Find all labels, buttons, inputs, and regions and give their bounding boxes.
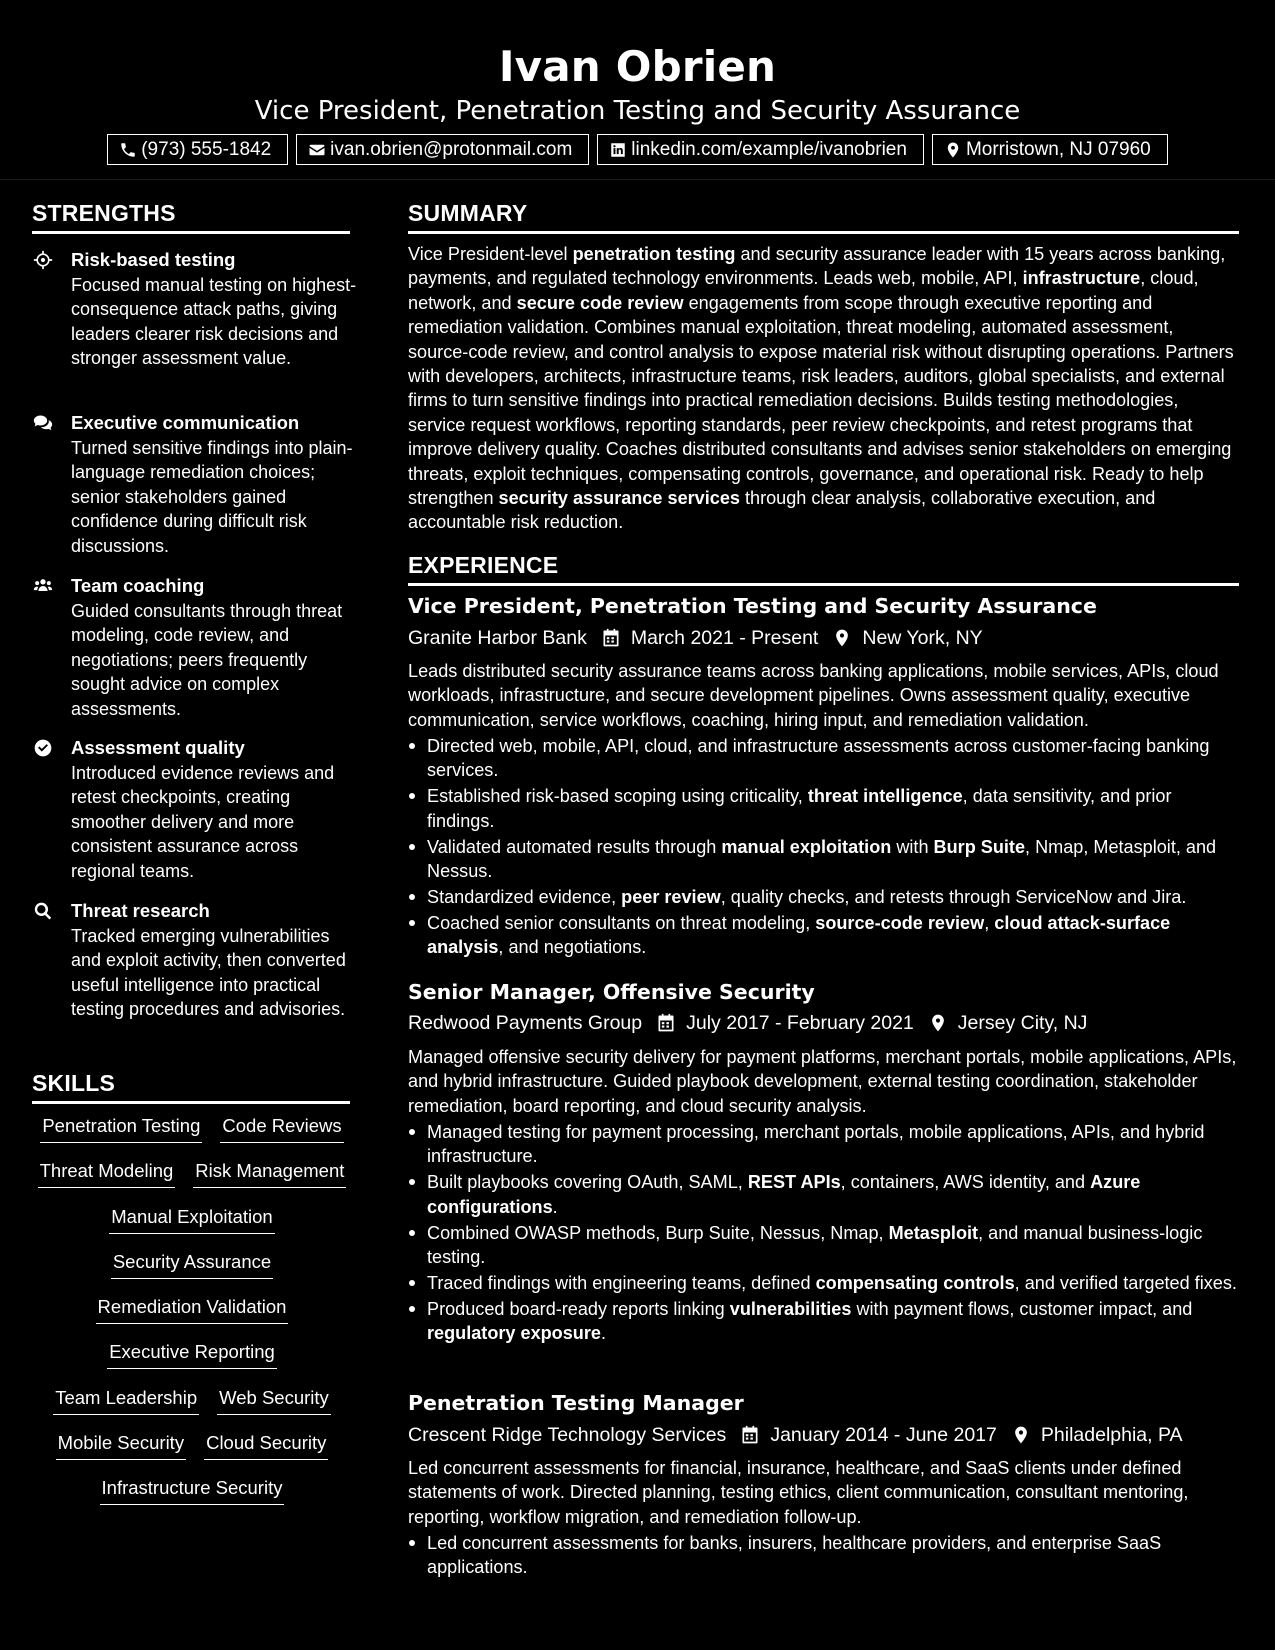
text-run: Standardized evidence,	[427, 886, 622, 907]
bullet-item	[408, 784, 1238, 833]
experience-rule	[408, 583, 1239, 586]
job-title: Senior Manager, Offensive Security	[408, 980, 815, 1004]
text-run: Built playbooks covering OAuth, SAML,	[427, 1172, 748, 1193]
job-bullets	[408, 734, 1238, 961]
skill-tag: Penetration Testing	[40, 1114, 202, 1143]
job-meta	[408, 1422, 1183, 1448]
job-dates: March 2021 - Present	[630, 627, 819, 649]
skill-tag: Risk Management	[193, 1159, 346, 1188]
map-pin-icon	[944, 141, 962, 159]
strength-desc: Tracked emerging vulnerabilities and exploit activity, then converted useful intelligence into practical testing procedures and advisories.	[71, 926, 346, 1020]
text-run: Coached senior consultants on threat modeling,	[427, 912, 816, 933]
job-location: Philadelphia, PA	[1040, 1424, 1183, 1446]
strength-desc: Introduced evidence reviews and retest checkpoints, creating smoother delivery and more consistent assurance across regional teams.	[71, 763, 335, 881]
strength-title: Risk-based testing	[71, 249, 236, 270]
skill-row	[32, 1431, 352, 1476]
text-run: , data sensitivity, and prior findings.	[427, 786, 1172, 831]
summary-text	[408, 242, 1238, 535]
text-run: with payment flows, customer impact, and	[851, 1298, 1193, 1319]
skill-row	[32, 1114, 352, 1159]
strength-title: Team coaching	[71, 575, 205, 596]
emphasis-text: Azure configurations	[427, 1172, 1141, 1217]
job-dates: January 2014 - June 2017	[770, 1424, 997, 1446]
resume-header	[0, 0, 1275, 180]
contact-bar	[0, 134, 1275, 165]
emphasis-text: Metasploit	[888, 1222, 979, 1243]
skill-tag: Remediation Validation	[96, 1295, 289, 1324]
skill-row	[32, 1340, 352, 1385]
bullet-item	[408, 1531, 1238, 1580]
text-run: ,	[984, 912, 995, 933]
location-text: Morristown, NJ 07960	[965, 138, 1151, 160]
calendar-icon	[740, 1425, 760, 1445]
skill-row	[32, 1159, 352, 1204]
job-description: Led concurrent assessments for financial, insurance, healthcare, and SaaS clients under defined statements of work. Directed planning, testing ethics, client communication, consultant mentoring, reporting, workflow migration, and remediation follow-up.	[408, 1458, 1189, 1527]
summary-rule	[408, 231, 1239, 234]
job-description: Managed offensive security delivery for payment platforms, merchant portals, mobile applications, APIs, and hybrid infrastructure. Guided playbook development, external testing coordination, stakeholder remediation, board reporting, and cloud security analysis.	[408, 1047, 1237, 1116]
text-run: , containers, AWS identity, and	[840, 1172, 1091, 1193]
skill-row	[32, 1250, 352, 1295]
emphasis-text: threat intelligence	[807, 786, 963, 807]
text-run: Traced findings with engineering teams, defined	[427, 1272, 816, 1293]
emphasis-text: compensating controls	[815, 1272, 1015, 1293]
text-run: Validated automated results through	[427, 836, 722, 857]
bullet-item	[408, 1221, 1238, 1270]
skill-row	[32, 1205, 352, 1250]
skills-heading: SKILLS	[32, 1070, 115, 1096]
bullet-item	[408, 1271, 1238, 1295]
bullet-item	[408, 885, 1238, 909]
emphasis-text: REST APIs	[747, 1172, 841, 1193]
emphasis-text: cloud attack-surface analysis	[427, 912, 1171, 958]
comments-icon	[32, 413, 54, 433]
skill-tag: Mobile Security	[56, 1431, 186, 1460]
skill-tag: Manual Exploitation	[109, 1205, 274, 1234]
text-run: Vice President-level	[408, 244, 573, 264]
job-bullets	[408, 1120, 1238, 1347]
text-run: engagements from scope through executive reporting and remediation validation. Combines manual exploitation, threat modeling, automated assessment, source-code review, and control analysis to expose material risk without disrupting operations. Partners with developers, architects, infrastructure teams, risk leaders, auditors, global specialists, and external firms to turn sensitive findings into practical remediation decisions. Builds testing methodologies, service request workflows, reporting standards, peer review checkpoints, and retest programs that improve delivery quality. Coaches distributed consultants and advises senior stakeholders on emerging threats, exploit techniques, compensating controls, governance, and operational risk. Ready to help strengthen	[408, 292, 1234, 509]
job-location: New York, NY	[862, 627, 983, 649]
skill-tag: Infrastructure Security	[100, 1476, 285, 1505]
text-run: Established risk-based scoping using criticality,	[427, 786, 808, 807]
search-icon	[32, 901, 54, 921]
users-icon	[32, 576, 54, 596]
emphasis-text: Burp Suite	[933, 836, 1026, 857]
contact-location	[932, 134, 1168, 165]
job-title: Vice President, Penetration Testing and Security Assurance	[408, 594, 1097, 618]
map-pin-icon	[832, 628, 852, 648]
calendar-icon	[601, 628, 621, 648]
text-run: Managed testing for payment processing, merchant portals, mobile applications, APIs, and hybrid infrastructure.	[427, 1122, 1205, 1167]
emphasis-text: infrastructure	[1022, 268, 1141, 289]
strength-title: Executive communication	[71, 412, 300, 433]
job-company: Crescent Ridge Technology Services	[408, 1424, 727, 1446]
contact-phone[interactable]	[107, 134, 288, 165]
job-description: Leads distributed security assurance teams across banking applications, mobile services, APIs, cloud workloads, infrastructure, and secure development pipelines. Owns assessment quality, executive communication, service workflows, coaching, hiring input, and remediation validation.	[408, 661, 1219, 730]
bullet-item	[408, 835, 1238, 884]
text-run: .	[552, 1196, 558, 1217]
strength-desc: Guided consultants through threat modeling, code review, and negotiations; peers frequently sought advice on complex assessments.	[71, 601, 343, 719]
text-run: Directed web, mobile, API, cloud, and infrastructure assessments across customer-facing banking services.	[427, 736, 1210, 781]
contact-linkedin[interactable]	[597, 134, 924, 165]
text-run: Produced board-ready reports linking	[427, 1298, 730, 1319]
text-run: through clear analysis, collaborative execution, and accountable risk reduction.	[408, 488, 1156, 533]
phone-text: (973) 555-1842	[141, 138, 272, 160]
job-dates: July 2017 - February 2021	[686, 1012, 914, 1034]
skill-tag: Cloud Security	[204, 1431, 328, 1460]
strength-title: Assessment quality	[71, 737, 245, 758]
text-run: , and verified targeted fixes.	[1014, 1272, 1237, 1293]
job-company: Granite Harbor Bank	[408, 627, 587, 649]
strength-desc: Turned sensitive findings into plain-language remediation choices; senior stakeholders gained confidence during difficult risk discussions.	[71, 438, 353, 556]
strengths-rule	[32, 231, 350, 234]
text-run: , and manual business-logic testing.	[427, 1222, 1203, 1268]
envelope-icon	[308, 141, 326, 159]
emphasis-text: regulatory exposure	[427, 1323, 601, 1344]
experience-heading: EXPERIENCE	[408, 552, 559, 578]
skill-row	[32, 1295, 352, 1340]
job-location: Jersey City, NJ	[957, 1012, 1088, 1034]
candidate-headline: Vice President, Penetration Testing and Security Assurance	[254, 96, 1021, 126]
skill-tag: Threat Modeling	[38, 1159, 176, 1188]
contact-email[interactable]	[296, 134, 589, 165]
email-text: ivan.obrien@protonmail.com	[330, 138, 573, 160]
candidate-name: Ivan Obrien	[498, 42, 777, 91]
text-run: , Nmap, Metasploit, and Nessus.	[427, 836, 1217, 882]
job-bullets	[408, 1531, 1238, 1581]
bullet-item	[408, 1120, 1238, 1169]
map-pin-icon	[928, 1013, 948, 1033]
skill-row	[32, 1386, 352, 1431]
skill-tag: Team Leadership	[53, 1386, 199, 1415]
strength-desc: Focused manual testing on highest-consequence attack paths, giving leaders clearer risk decisions and stronger assessment value.	[71, 275, 357, 369]
text-run: Combined OWASP methods, Burp Suite, Nessus, Nmap,	[427, 1222, 889, 1243]
text-run: .	[600, 1323, 606, 1344]
emphasis-text: source-code review	[815, 912, 985, 933]
emphasis-text: manual exploitation	[721, 836, 892, 857]
bullet-item	[408, 734, 1238, 783]
bullet-item	[408, 1297, 1238, 1346]
emphasis-text: penetration testing	[572, 244, 736, 264]
summary-heading: SUMMARY	[408, 200, 528, 226]
strengths-heading: STRENGTHS	[32, 200, 176, 226]
text-run: with	[891, 836, 934, 857]
job-meta	[408, 625, 983, 651]
linkedin-text: linkedin.com/example/ivanobrien	[631, 138, 907, 160]
skill-tag: Code Reviews	[220, 1114, 343, 1143]
map-pin-icon	[1011, 1425, 1031, 1445]
strength-title: Threat research	[71, 900, 210, 921]
text-run: and security assurance leader with 15 years across banking, payments, and regulated technology environments. Leads web, mobile, API,	[408, 244, 1226, 289]
job-company: Redwood Payments Group	[408, 1012, 643, 1034]
phone-icon	[119, 141, 137, 159]
calendar-icon	[656, 1013, 676, 1033]
emphasis-text: peer review	[621, 886, 721, 907]
bullet-item	[408, 1170, 1238, 1219]
check-circle-icon	[32, 738, 54, 758]
job-meta	[408, 1010, 1087, 1036]
skill-tag: Security Assurance	[111, 1250, 273, 1279]
linkedin-icon	[609, 141, 627, 159]
skill-tag: Web Security	[217, 1386, 331, 1415]
emphasis-text: vulnerabilities	[729, 1298, 852, 1319]
text-run: , cloud, network, and	[408, 268, 1199, 313]
text-run: , and negotiations.	[498, 937, 647, 958]
job-title: Penetration Testing Manager	[408, 1391, 744, 1415]
bullet-item	[408, 911, 1238, 960]
emphasis-text: security assurance services	[498, 488, 740, 509]
text-run: Led concurrent assessments for banks, insurers, healthcare providers, and enterprise SaaS applications.	[427, 1533, 1162, 1578]
skill-row	[32, 1476, 352, 1521]
skills-list	[32, 1114, 352, 1522]
skill-tag: Executive Reporting	[107, 1340, 277, 1369]
emphasis-text: secure code review	[516, 292, 684, 313]
crosshair-icon	[32, 250, 54, 270]
text-run: , quality checks, and retests through ServiceNow and Jira.	[720, 886, 1187, 907]
skills-rule	[32, 1101, 350, 1104]
